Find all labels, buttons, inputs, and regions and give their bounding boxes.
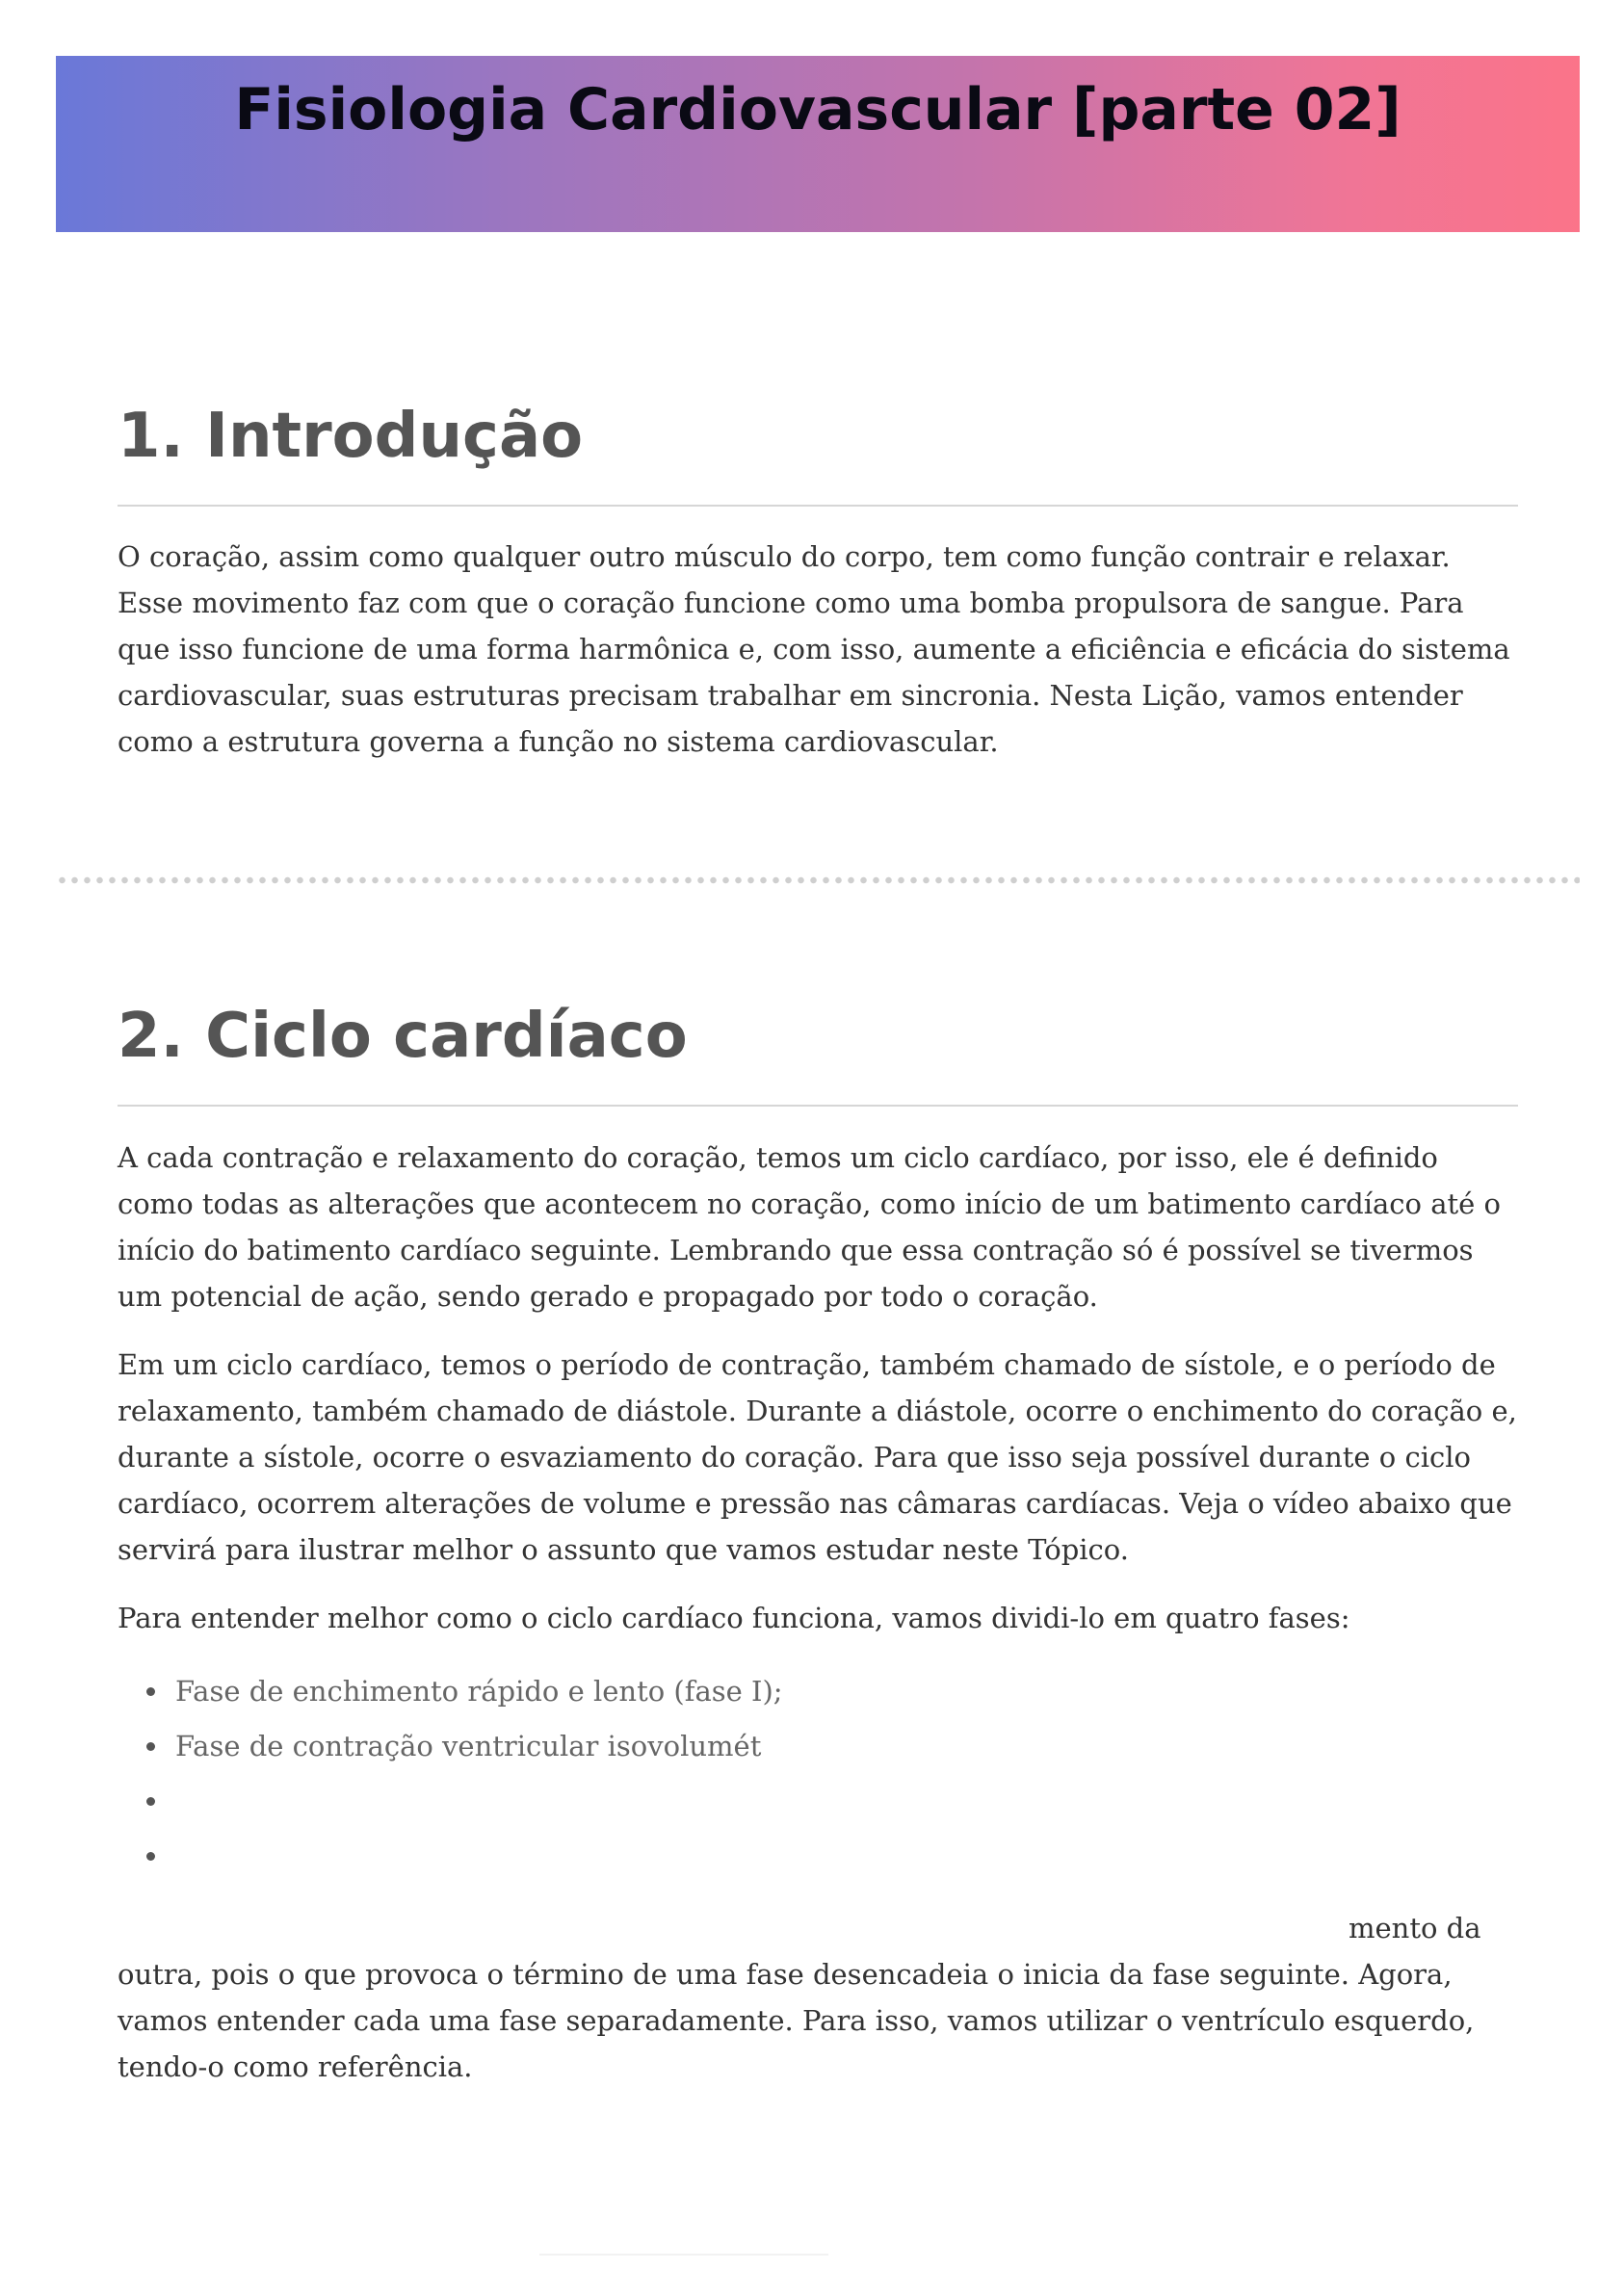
- header-banner: [56, 56, 1580, 278]
- phase-list: [118, 1664, 1466, 1884]
- bullet-icon: [146, 1687, 155, 1696]
- intro-paragraph: O coração, assim como qualquer outro músculo do corpo, tem como função contrair e relaxar. Esse movimento faz com que o coração funcione como uma bomba propulsora de sangue. Para que isso funcione de uma forma harmônica e, com isso, aumente a eficiência e eficácia do sistema cardiovascular, suas estruturas precisam trabalhar em sincronia. Nesta Lição, vamos entender como a estrutura governa a função no sistema cardiovascular.: [118, 540, 1510, 758]
- list-item-label: Fase de contração ventricular isovolumét: [175, 1730, 762, 1762]
- list-item-label: Fase de enchimento rápido e lento (fase I);: [175, 1675, 783, 1708]
- list-item: [118, 1774, 1466, 1829]
- bullet-icon: [146, 1742, 155, 1751]
- section-heading-ciclo-cardiaco: 2. Ciclo cardíaco: [118, 1001, 688, 1072]
- footer-divider: [539, 2254, 828, 2256]
- bullet-icon: [146, 1852, 155, 1861]
- heading-divider: [118, 505, 1518, 507]
- ciclo-paragraph-3: Para entender melhor como o ciclo cardíaco funciona, vamos dividi-lo em quatro fases:: [118, 1602, 1350, 1634]
- page-title: Fisiologia Cardiovascular [parte 02]: [234, 76, 1401, 144]
- heading-divider: [118, 1105, 1518, 1107]
- text-fragment: mento da: [1349, 1912, 1481, 1944]
- section-separator: [56, 876, 1580, 884]
- list-item: [118, 1664, 1466, 1719]
- bullet-icon: [146, 1797, 155, 1806]
- ciclo-paragraph-1: A cada contração e relaxamento do coração, temos um ciclo cardíaco, por isso, ele é definido como todas as alterações que acontecem no coração, como início de um batimento cardíaco até o início do batimento cardíaco seguinte. Lembrando que essa contração só é possível se tivermos um potencial de ação, sendo gerado e propagado por todo o coração.: [118, 1141, 1502, 1313]
- section-heading-introducao: 1. Introdução: [118, 401, 584, 472]
- list-item: [118, 1829, 1466, 1884]
- list-item: [118, 1719, 1466, 1774]
- ciclo-paragraph-4: outra, pois o que provoca o término de uma fase desencadeia o inicia da fase seguinte. Agora, vamos entender cada uma fase separadamente. Para isso, vamos utilizar o ventrículo esquerdo, tendo-o como referência.: [118, 1958, 1475, 2083]
- ciclo-paragraph-2: Em um ciclo cardíaco, temos o período de contração, também chamado de sístole, e o período de relaxamento, também chamado de diástole. Durante a diástole, ocorre o enchimento do coração e, durante a sístole, ocorre o esvaziamento do coração. Para que isso seja possível durante o ciclo cardíaco, ocorrem alterações de volume e pressão nas câmaras cardíacas. Veja o vídeo abaixo que servirá para ilustrar melhor o assunto que vamos estudar neste Tópico.: [118, 1348, 1517, 1566]
- page-subtitle: Fisiologia Humana: [675, 242, 960, 278]
